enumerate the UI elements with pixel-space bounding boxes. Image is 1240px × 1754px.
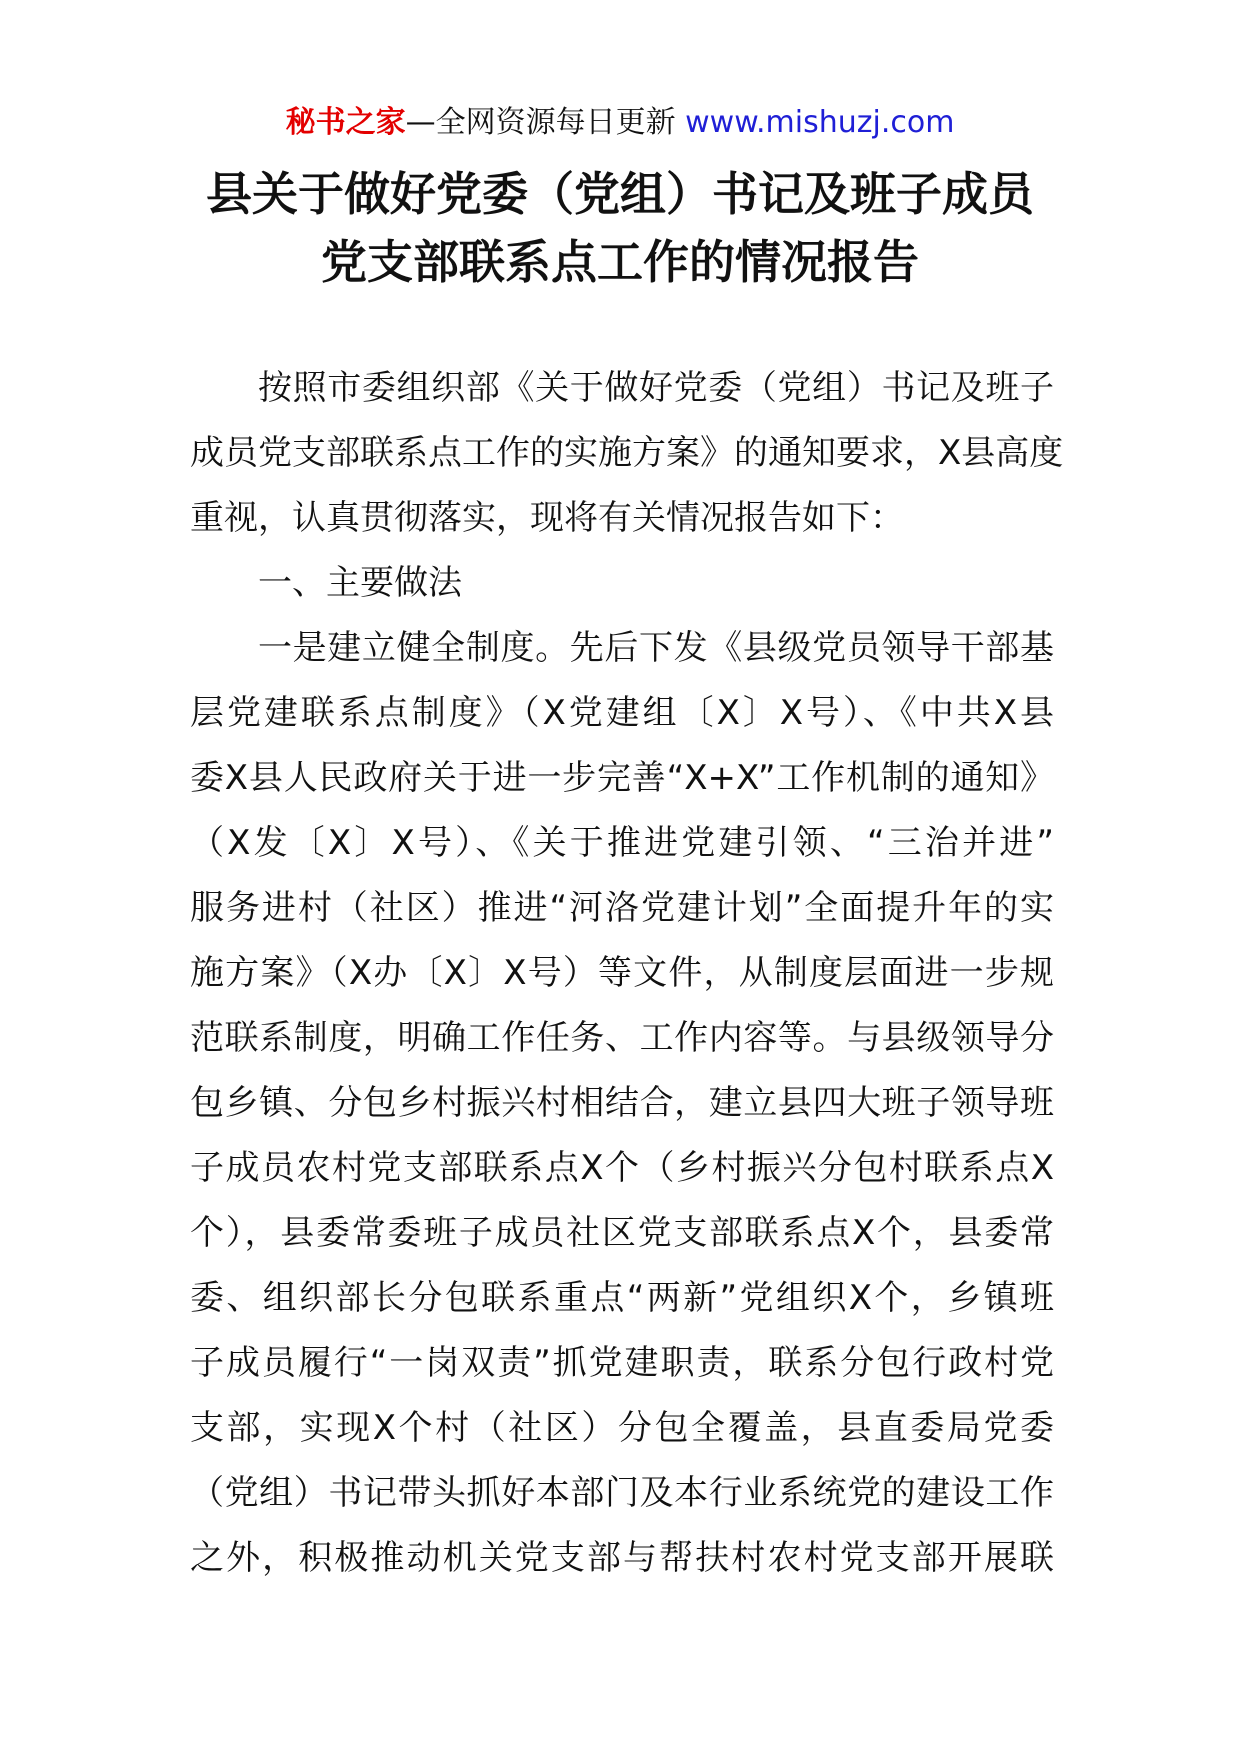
text-line: （党组）书记带头抓好本部门及本行业系统党的建设工作	[190, 1473, 1054, 1513]
title-line: 县关于做好党委（党组）书记及班子成员	[206, 167, 1034, 221]
text-line: （X发〔X〕X号）、《关于推进党建引领、“三治并进”	[190, 823, 1054, 863]
text-line: 支部，实现X个村（社区）分包全覆盖，县直委局党委	[190, 1408, 1054, 1448]
section-heading	[190, 551, 1054, 616]
site-url-link[interactable]: www.mishuzj.com	[685, 105, 955, 140]
header-tagline: —全网资源每日更新	[405, 105, 676, 140]
text-line: 子成员农村党支部联系点X个（乡村振兴分包村联系点X	[190, 1148, 1054, 1188]
brand-name: 秘书之家	[285, 105, 406, 140]
text-line: 施方案》（X办〔X〕X号）等文件，从制度层面进一步规	[190, 953, 1054, 993]
document-title	[0, 160, 1240, 296]
site-header	[0, 100, 1240, 146]
document-body	[190, 356, 1064, 1591]
text-line: 一是建立健全制度。先后下发《县级党员领导干部基	[258, 628, 1054, 668]
text-line: 按照市委组织部《关于做好党委（党组）书记及班子	[258, 368, 1054, 408]
section-heading-text: 一、主要做法	[258, 563, 462, 603]
intro-paragraph	[190, 356, 1064, 551]
title-line: 党支部联系点工作的情况报告	[321, 235, 919, 289]
text-line: 范联系制度，明确工作任务、工作内容等。与县级领导分	[190, 1018, 1054, 1058]
text-line: 层党建联系点制度》（X党建组〔X〕X号）、《中共X县	[190, 693, 1054, 733]
text-line: 包乡镇、分包乡村振兴村相结合，建立县四大班子领导班	[190, 1083, 1054, 1123]
body-paragraph	[190, 616, 1054, 1591]
text-line: 重视，认真贯彻落实，现将有关情况报告如下：	[190, 498, 904, 538]
text-line: 子成员履行“一岗双责”抓党建职责，联系分包行政村党	[190, 1343, 1054, 1383]
text-line: 之外，积极推动机关党支部与帮扶村农村党支部开展联	[190, 1538, 1054, 1578]
text-line: 服务进村（社区）推进“河洛党建计划”全面提升年的实	[190, 888, 1054, 928]
text-line: 个），县委常委班子成员社区党支部联系点X个，县委常	[190, 1213, 1054, 1253]
text-line: 成员党支部联系点工作的实施方案》的通知要求，X县高度	[190, 433, 1064, 473]
text-line: 委、组织部长分包联系重点“两新”党组织X个，乡镇班	[190, 1278, 1054, 1318]
text-line: 委X县人民政府关于进一步完善“X+X”工作机制的通知》	[190, 758, 1054, 798]
